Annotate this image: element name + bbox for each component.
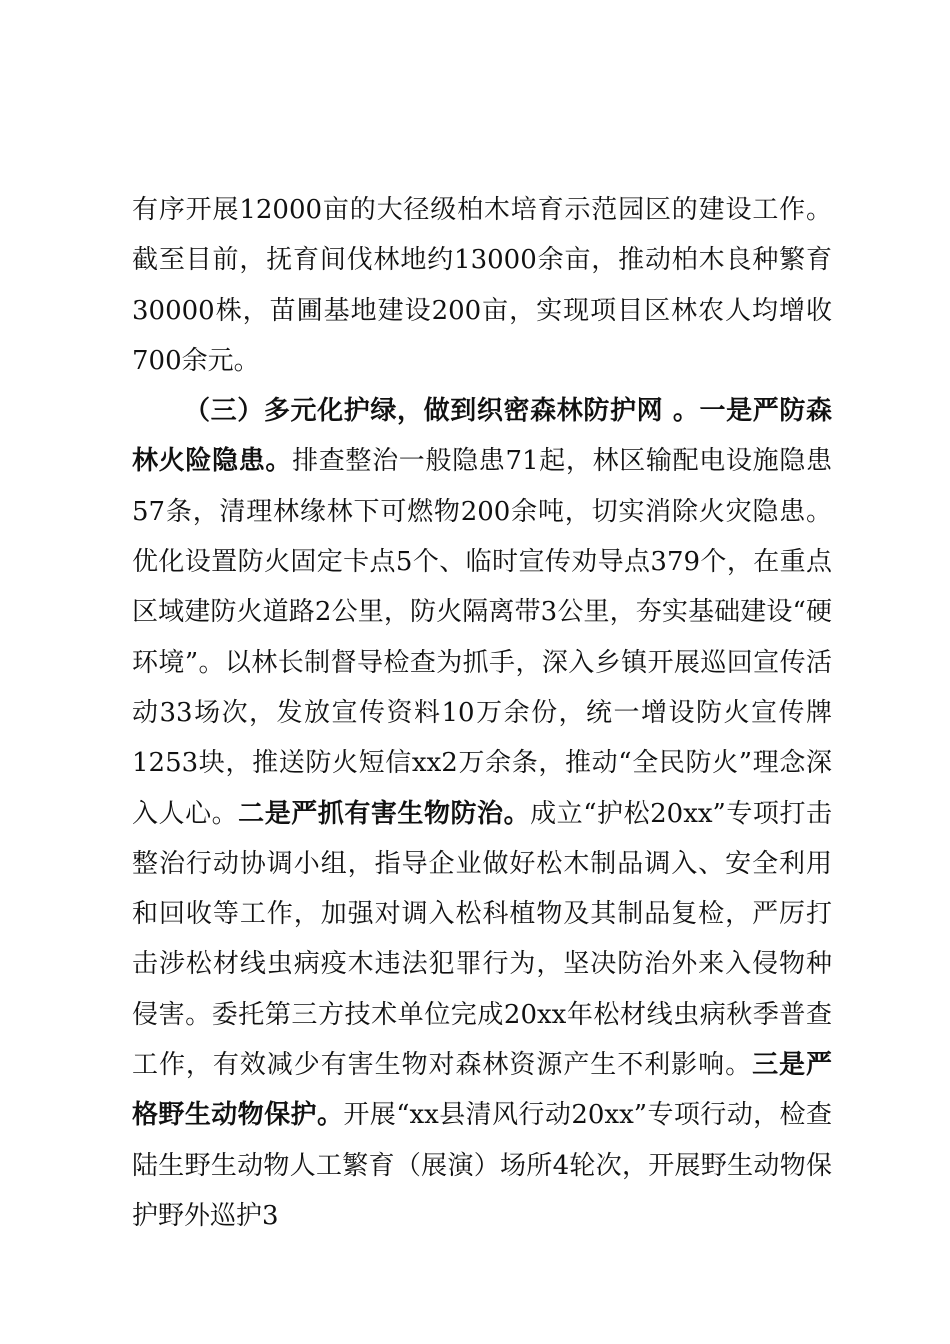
text-run: 排查整治一般隐患71起，林区输配电设施隐患57条，清理林缘林下可燃物200余吨，切实消除火灾隐患。优化设置防火固定卡点5个、临时宣传劝导点379个，在重点区域建防火道路2公里，防火隔离带3公里，夯实基础建设“硬环境”。以林长制督导检查为抓手，深入乡镇开展巡回宣传活动33场次，发放宣传资料10万余份，统一增设防火宣传牌1253块，推送防火短信xx2万余条，推动“全民防火”理念深入人心。 xyxy=(132,446,832,829)
text-run: 成立“护松20xx”专项打击整治行动协调小组，指导企业做好松木制品调入、安全利用和回收等工作，加强对调入松科植物及其制品复检，严厉打击涉松材线虫病疫木违法犯罪行为，坚决防治外来入侵物种侵害。委托第三方技术单位完成20xx年松材线虫病秋季普查工作，有效减少有害生物对森林资源产生不利影响。 xyxy=(132,798,832,1081)
document-body xyxy=(132,185,832,1241)
section-heading: （三）多元化护绿，做到织密森林防护网 。 xyxy=(184,396,700,427)
text-run: 有序开展12000亩的大径级柏木培育示范园区的建设工作。截至目前，抚育间伐林地约13000余亩，推动柏木良种繁育30000株，苗圃基地建设200亩，实现项目区林农人均增收700余元。 xyxy=(132,195,832,376)
paragraph-1 xyxy=(132,185,832,386)
point-one-heading: 一是严防森林火险隐患。 xyxy=(132,396,832,477)
text-run: 开展“xx县清风行动20xx”专项行动，检查陆生野生动物人工繁育（展演）场所4轮次，开展野生动物保护野外巡护3 xyxy=(132,1100,832,1231)
point-three-heading: 三是严格野生动物保护。 xyxy=(132,1050,832,1131)
point-two-heading: 二是严抓有害生物防治。 xyxy=(238,798,531,829)
paragraph-2 xyxy=(132,386,832,1241)
